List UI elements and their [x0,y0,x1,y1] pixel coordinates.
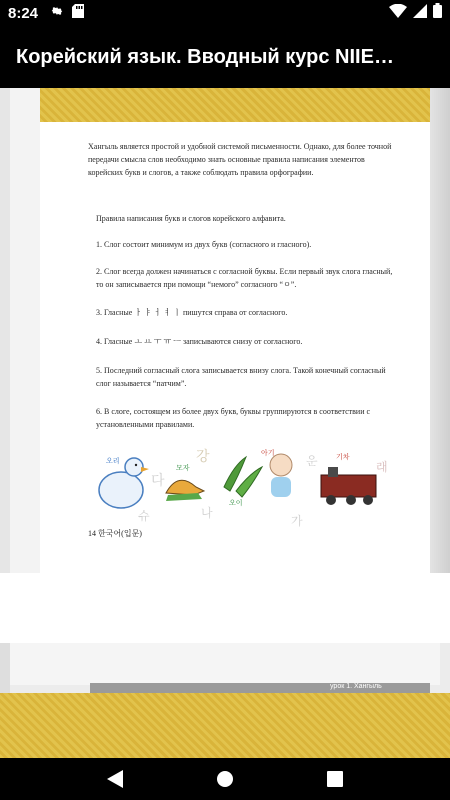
label-gicha: 기차 [336,454,350,461]
status-bar [0,0,450,26]
bg-syllable: 운 [306,454,318,468]
page-number: 14 한국어(입문) [88,529,142,538]
rules-heading: Правила написания букв и слогов корейского алфавита. [96,214,286,223]
status-icons [389,3,442,23]
recents-button[interactable] [320,764,350,794]
train-illustration [321,467,376,505]
rule-item: 4. Гласные ㅗ ㅛ ㅜ ㅠ ㅡ записываются снизу от согласного. [96,337,303,346]
page-gap [0,573,450,643]
bg-syllable: 강 [196,448,210,464]
label-oi: 오이 [229,500,243,507]
app-bar [0,26,450,88]
cucumber-illustration [224,457,262,497]
next-page-image [0,643,450,758]
sd-card-icon [72,4,84,23]
rule-item: 6. В слоге, состоящем из более двух букв, буквы группируются в соответствии с установленными правилами. [96,407,371,429]
bg-syllable: 슈 [138,509,150,523]
signal-icon [413,4,427,23]
label-agi: 아기 [261,450,275,457]
rule-item: 3. Гласные ㅏ ㅑ ㅓ ㅕ ㅣ пишутся справа от согласного. [96,308,288,317]
recents-icon [327,771,343,787]
label-moja: 모자 [176,465,190,472]
page-left-edge [0,88,10,573]
status-time: 8:24 [8,4,39,22]
bg-syllable: 가 [291,514,303,528]
page-illustration [96,445,391,535]
rule-item: 1. Слог состоит минимум из двух букв (согласного и гласного). [96,240,312,249]
rule-item: 5. Последний согласный слога записывается внизу слога. Такой конечный согласный слог называется “патчим”. [96,366,386,388]
bg-syllable: 다 [151,472,165,488]
bg-syllable: 나 [201,506,213,520]
back-icon [107,770,123,788]
page-intro-text: Хангыль является простой и удобной системой письменности. Однако, для более точной передачи смысла слов необходимо знать основные правила написания элементов корейских букв и слогов, а также соблюдать правила орфографии. [88,142,392,177]
next-page-sheet [10,643,440,685]
document-title: Корейский язык. Вводный курс NIIE… [16,45,394,68]
bg-syllable: 래 [376,460,388,474]
rule-item: 2. Слог всегда должен начинаться с согласной буквы. Если первый звук слога гласный, то он записывается при помощи “немого” согласного “ㅇ”. [96,267,393,289]
cap-illustration [166,480,204,501]
label-ori: 오리 [106,458,120,465]
next-page-label: урок 1. Хангыль [330,683,382,690]
next-page-band [0,693,450,758]
gear-icon [50,4,64,23]
navigation-bar [0,758,450,800]
home-icon [216,770,234,788]
wifi-icon [389,4,407,23]
back-button[interactable] [100,764,130,794]
battery-icon [433,3,442,23]
duck-illustration [99,458,149,508]
baby-illustration [270,454,292,497]
page-right-edge [430,88,450,573]
home-button[interactable] [210,764,240,794]
page-header-band [40,88,430,122]
